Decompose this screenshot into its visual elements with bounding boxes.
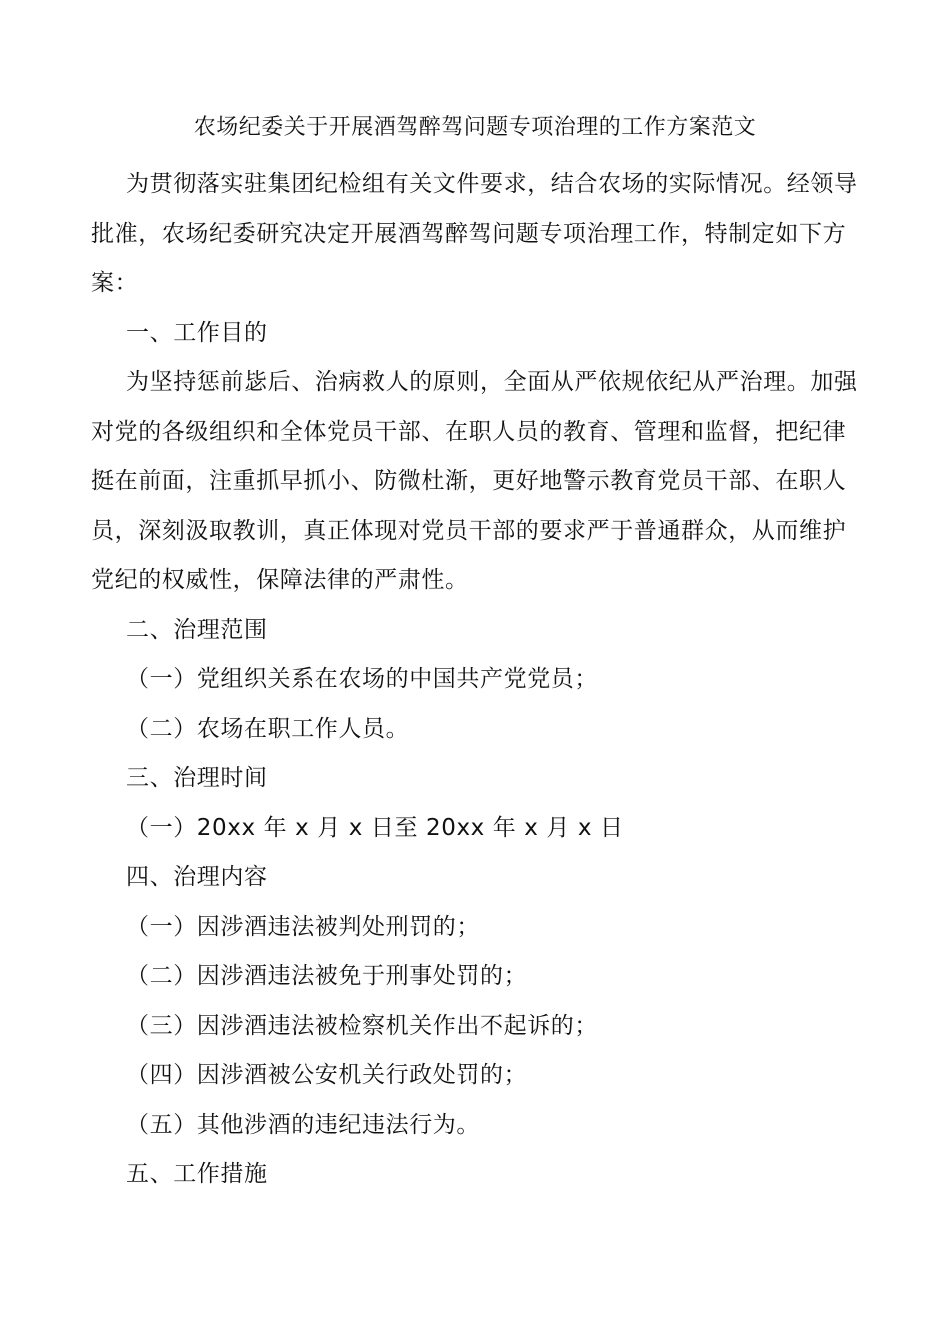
content-item: （三）因涉酒违法被检察机关作出不起诉的； bbox=[126, 1012, 598, 1039]
document-body bbox=[91, 160, 861, 1200]
intro-paragraph: 为贯彻落实驻集团纪检组有关文件要求，结合农场的实际情况。经领导批准，农场纪委研究决定开展酒驾醉驾问题专项治理工作，特制定如下方案： bbox=[91, 171, 858, 296]
section-heading-scope: 二、治理范围 bbox=[126, 616, 268, 643]
section-heading-content: 四、治理内容 bbox=[126, 864, 268, 890]
time-item: （一）20xx 年 x 月 x 日至 20xx 年 x 月 x 日 bbox=[126, 814, 624, 841]
purpose-paragraph: 为坚持惩前毖后、治病救人的原则，全面从严依规依纪从严治理。加强对党的各级组织和全体党员干部、在职人员的教育、管理和监督，把纪律挺在前面，注重抓早抓小、防微杜渐，更好地警示教育党员干部、在职人员，深刻汲取教训，真正体现对党员干部的要求严于普通群众，从而维护党纪的权威性，保障法律的严肃性。 bbox=[91, 369, 858, 593]
section-heading-measures: 五、工作措施 bbox=[126, 1161, 268, 1187]
scope-item: （一）党组织关系在农场的中国共产党党员； bbox=[126, 666, 598, 692]
section-heading-time: 三、治理时间 bbox=[126, 765, 268, 791]
content-item: （一）因涉酒违法被判处刑罚的； bbox=[126, 913, 480, 940]
section-heading-purpose: 一、工作目的 bbox=[126, 319, 268, 346]
content-item: （五）其他涉酒的违纪违法行为。 bbox=[126, 1111, 480, 1138]
content-item: （二）因涉酒违法被免于刑事处罚的； bbox=[126, 963, 528, 989]
document-title: 农场纪委关于开展酒驾醉驾问题专项治理的工作方案范文 bbox=[193, 115, 757, 140]
content-item: （四）因涉酒被公安机关行政处罚的； bbox=[126, 1062, 528, 1088]
scope-item: （二）农场在职工作人员。 bbox=[126, 715, 410, 742]
